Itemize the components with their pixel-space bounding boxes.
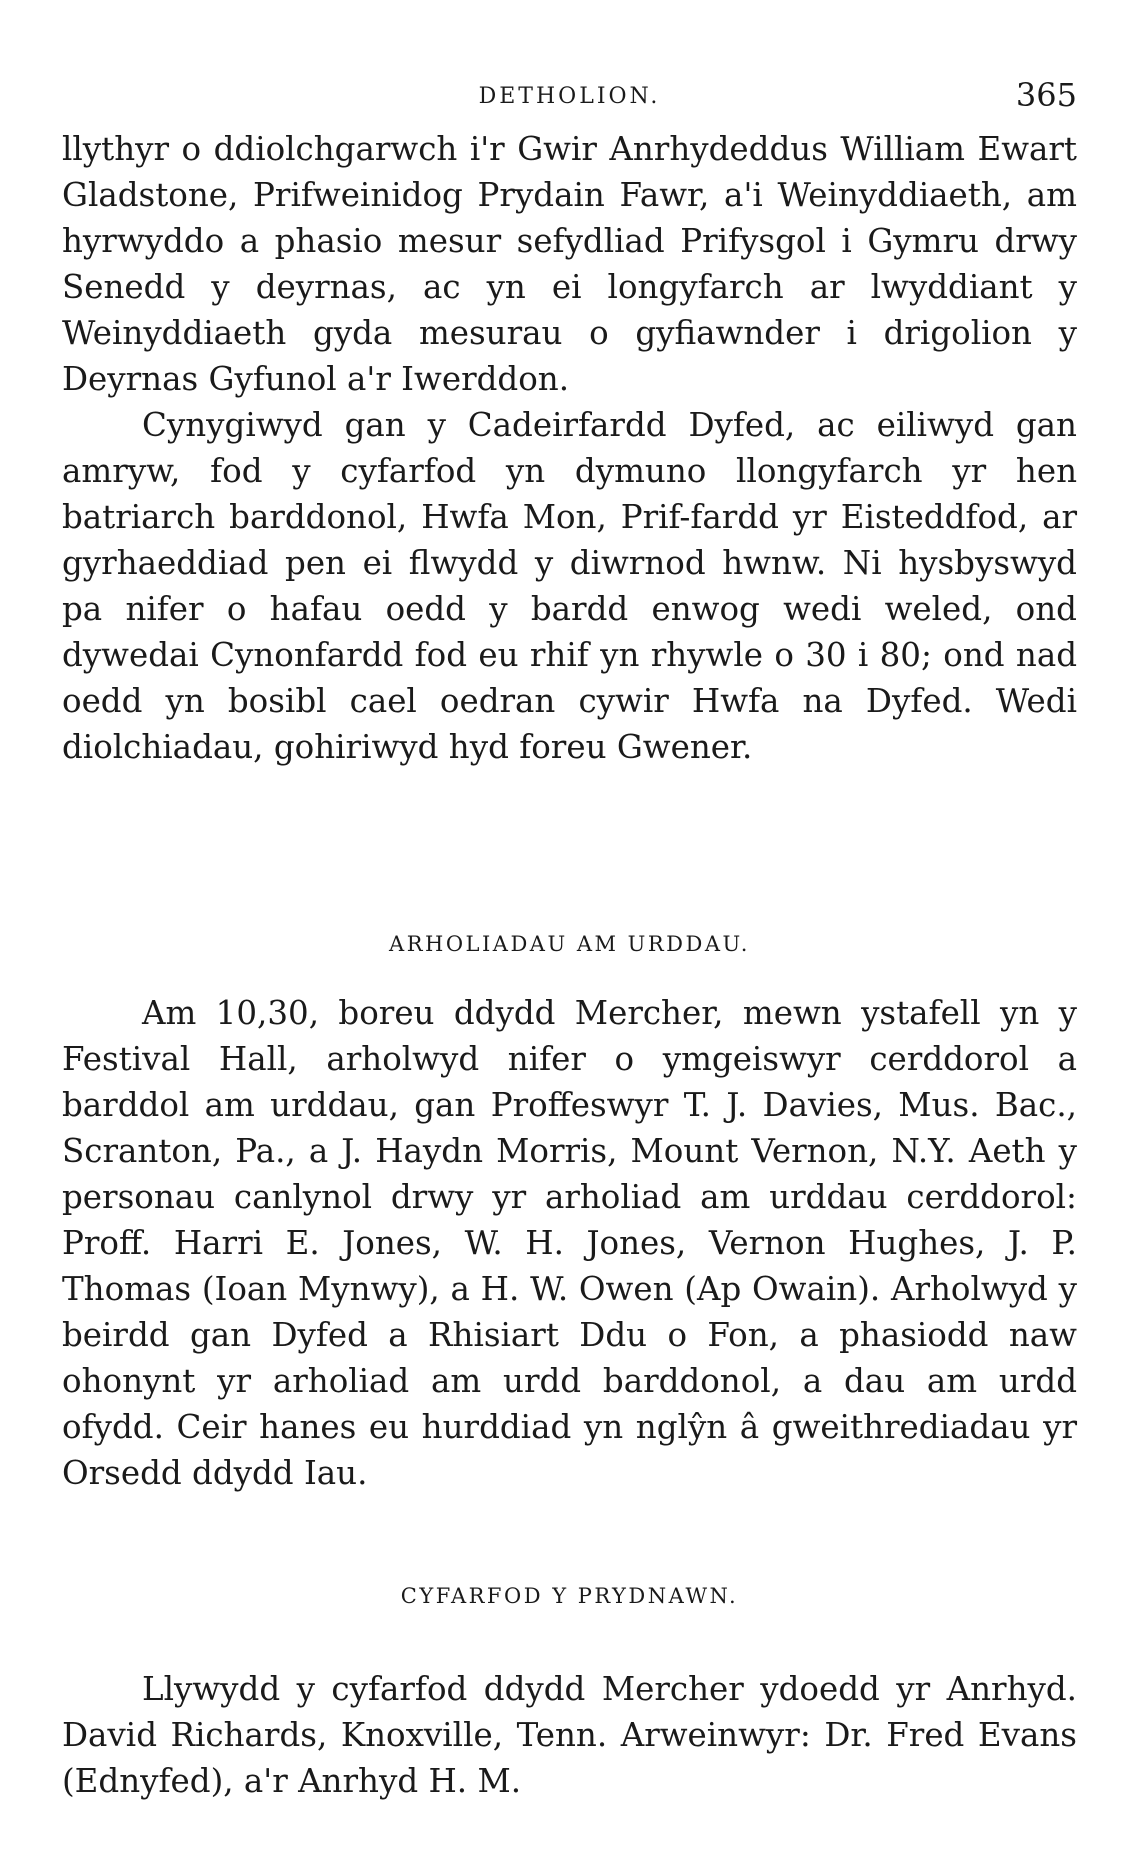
page-number: 365	[1015, 76, 1077, 114]
text-block-cyfarfod	[62, 1666, 1077, 1804]
section-heading-cyfarfod: CYFARFOD Y PRYDNAWN.	[400, 1584, 739, 1608]
running-head	[62, 76, 1077, 116]
section-heading-arholiadau: ARHOLIADAU AM URDDAU.	[389, 932, 750, 956]
running-title: DETHOLION.	[478, 84, 661, 109]
paragraph-llywydd: Llywydd y cyfarfod ddydd Mercher ydoedd yr Anrhyd. David Richards, Knoxville, Tenn. Arweinwyr: Dr. Fred Evans (Ednyfed), a'r Anrhyd H. M.	[62, 1670, 1077, 1800]
text-block-arholiadau	[62, 990, 1077, 1496]
paragraph-cynygiwyd: Cynygiwyd gan y Cadeirfardd Dyfed, ac eiliwyd gan amryw, fod y cyfarfod yn dymuno llongyfarch yr hen batriarch barddonol, Hwfa Mon, Prif-fardd yr Eisteddfod, ar gyrhaeddiad pen ei flwydd y diwrnod hwnw. Ni hysbyswyd pa nifer o hafau oedd y bardd enwog wedi weled, ond dywedai Cynonfardd fod eu rhif yn rhywle o 30 i 80; ond nad oedd yn bosibl cael oedran cywir Hwfa na Dyfed. Wedi diolchiadau, gohiriwyd hyd foreu Gwener.	[62, 406, 1077, 766]
text-block-top	[62, 126, 1077, 770]
paragraph-continued: llythyr o ddiolchgarwch i'r Gwir Anrhydeddus William Ewart Gladstone, Prifweinidog Prydain Fawr, a'i Weinyddiaeth, am hyrwyddo a phasio mesur sefydliad Prifysgol i Gymru drwy Senedd y deyrnas, ac yn ei longyfarch ar lwyddiant y Weinyddiaeth gyda mesurau o gyfiawnder i drigolion y Deyrnas Gyfunol a'r Iwerddon.	[62, 130, 1077, 398]
paragraph-arholiadau: Am 10,30, boreu ddydd Mercher, mewn ystafell yn y Festival Hall, arholwyd nifer o ymgeiswyr cerddorol a barddol am urddau, gan Proffeswyr T. J. Davies, Mus. Bac., Scranton, Pa., a J. Haydn Morris, Mount Vernon, N.Y. Aeth y personau canlynol drwy yr arholiad am urddau cerddorol: Proff. Harri E. Jones, W. H. Jones, Vernon Hughes, J. P. Thomas (Ioan Mynwy), a H. W. Owen (Ap Owain). Arholwyd y beirdd gan Dyfed a Rhisiart Ddu o Fon, a phasiodd naw ohonynt yr arholiad am urdd barddonol, a dau am urdd ofydd. Ceir hanes eu hurddiad yn nglŷn â gweithrediadau yr Orsedd ddydd Iau.	[62, 994, 1077, 1492]
